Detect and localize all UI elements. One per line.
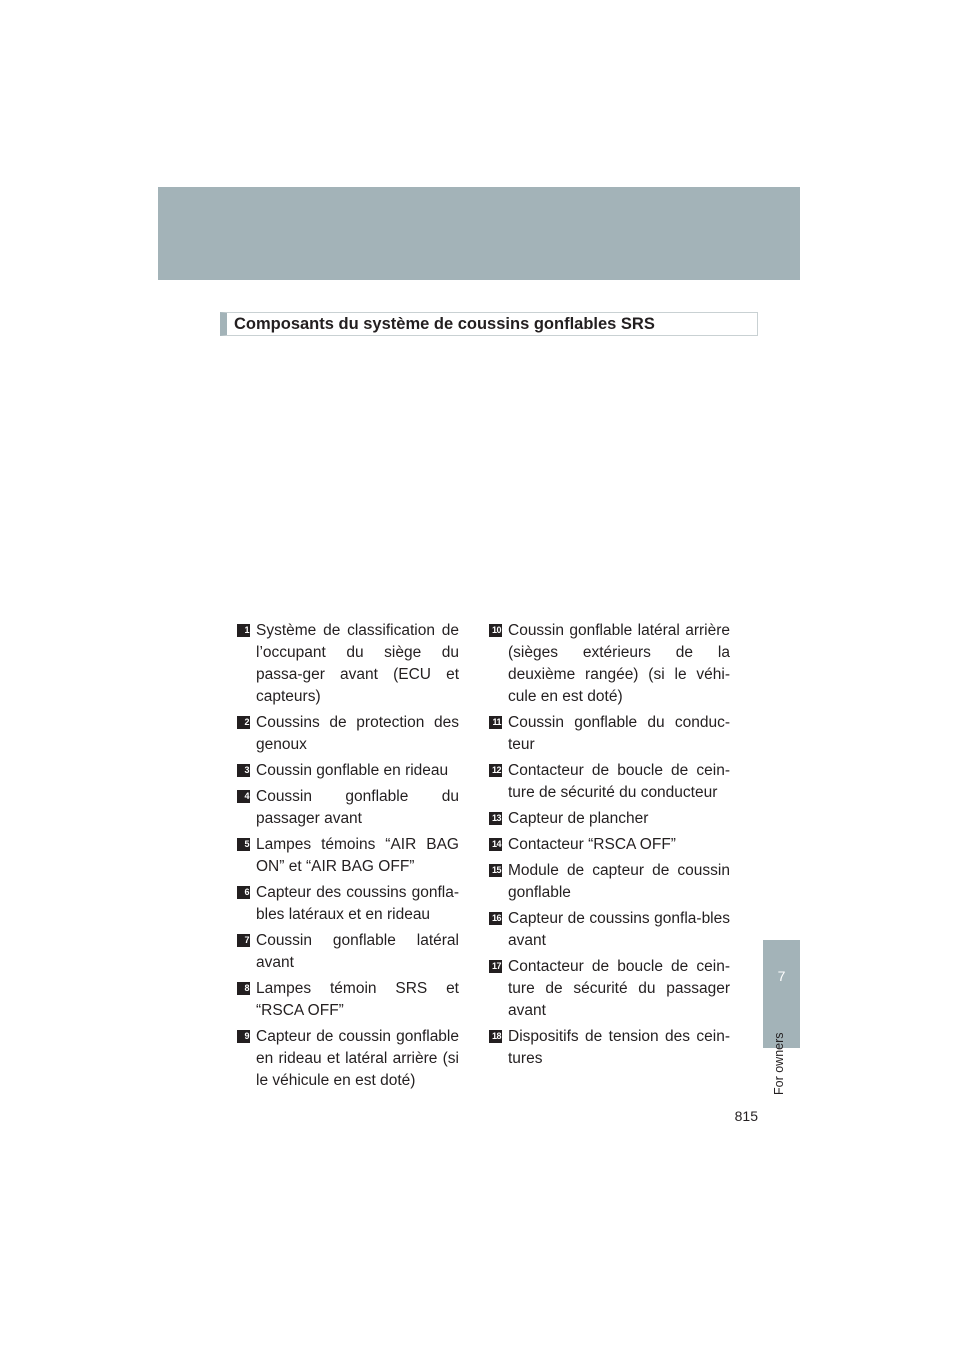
- legend-item: [489, 620, 730, 708]
- legend-item-text: Module de capteur de coussin gonflable: [508, 862, 730, 901]
- legend-item-text: Coussins de protection des genoux: [256, 714, 459, 753]
- number-badge: 16: [489, 912, 502, 925]
- legend-column-left: [237, 620, 459, 1096]
- legend-item: [489, 908, 730, 952]
- legend-item-text: Capteur des coussins gonfla-bles latéraux et en rideau: [256, 884, 459, 923]
- legend-item-text: Coussin gonflable du passager avant: [256, 788, 459, 827]
- number-badge: 1: [237, 624, 250, 637]
- number-badge: 3: [237, 764, 250, 777]
- legend-item-text: Capteur de plancher: [508, 810, 649, 827]
- chapter-label: For owners: [772, 1032, 786, 1095]
- legend-item: [237, 930, 459, 974]
- number-badge: 4: [237, 790, 250, 803]
- number-badge: 8: [237, 982, 250, 995]
- legend-item-text: Coussin gonflable en rideau: [256, 762, 449, 779]
- section-title: Composants du système de coussins gonflables SRS: [220, 312, 758, 336]
- page-number: 815: [734, 1108, 758, 1124]
- legend-item-text: Dispositifs de tension des cein-tures: [508, 1028, 730, 1067]
- legend-item: [489, 860, 730, 904]
- header-band: [158, 187, 800, 280]
- number-badge: 13: [489, 812, 502, 825]
- legend-item: [489, 808, 730, 830]
- legend-column-right: [489, 620, 730, 1074]
- number-badge: 2: [237, 716, 250, 729]
- legend-item-text: Coussin gonflable du conduc-teur: [508, 714, 730, 753]
- legend-item-text: Système de classification de l’occupant du siège du passa-ger avant (ECU et capteurs): [256, 622, 459, 705]
- number-badge: 9: [237, 1030, 250, 1043]
- legend-item: [237, 1026, 459, 1092]
- legend-item: [237, 978, 459, 1022]
- legend-item: [489, 1026, 730, 1070]
- legend-item-text: Contacteur de boucle de cein-ture de sécurité du passager avant: [508, 958, 730, 1019]
- legend-item-text: Coussin gonflable latéral avant: [256, 932, 459, 971]
- legend-item-text: Capteur de coussin gonflable en rideau et latéral arrière (si le véhicule en est doté): [256, 1028, 459, 1089]
- legend-item: [489, 712, 730, 756]
- legend-item-text: Coussin gonflable latéral arrière (sièges extérieurs de la deuxième rangée) (si le véhi-cule en est doté): [508, 622, 730, 705]
- legend-item-text: Lampes témoin SRS et “RSCA OFF”: [256, 980, 459, 1019]
- legend-item: [237, 620, 459, 708]
- legend-item-text: Contacteur “RSCA OFF”: [508, 836, 676, 853]
- number-badge: 17: [489, 960, 502, 973]
- legend-item: [237, 786, 459, 830]
- legend-item: [489, 760, 730, 804]
- number-badge: 7: [237, 934, 250, 947]
- chapter-number: 7: [777, 968, 786, 984]
- number-badge: 12: [489, 764, 502, 777]
- number-badge: 14: [489, 838, 502, 851]
- number-badge: 10: [489, 624, 502, 637]
- legend-item-text: Contacteur de boucle de cein-ture de sécurité du conducteur: [508, 762, 730, 801]
- number-badge: 6: [237, 886, 250, 899]
- number-badge: 18: [489, 1030, 502, 1043]
- legend-item: [237, 712, 459, 756]
- number-badge: 15: [489, 864, 502, 877]
- legend-item-text: Lampes témoins “AIR BAG ON” et “AIR BAG OFF”: [256, 836, 459, 875]
- number-badge: 11: [489, 716, 502, 729]
- legend-item: [489, 956, 730, 1022]
- legend-item: [237, 834, 459, 878]
- number-badge: 5: [237, 838, 250, 851]
- legend-item-text: Capteur de coussins gonfla-bles avant: [508, 910, 730, 949]
- legend-item: [237, 760, 459, 782]
- legend-item: [237, 882, 459, 926]
- legend-item: [489, 834, 730, 856]
